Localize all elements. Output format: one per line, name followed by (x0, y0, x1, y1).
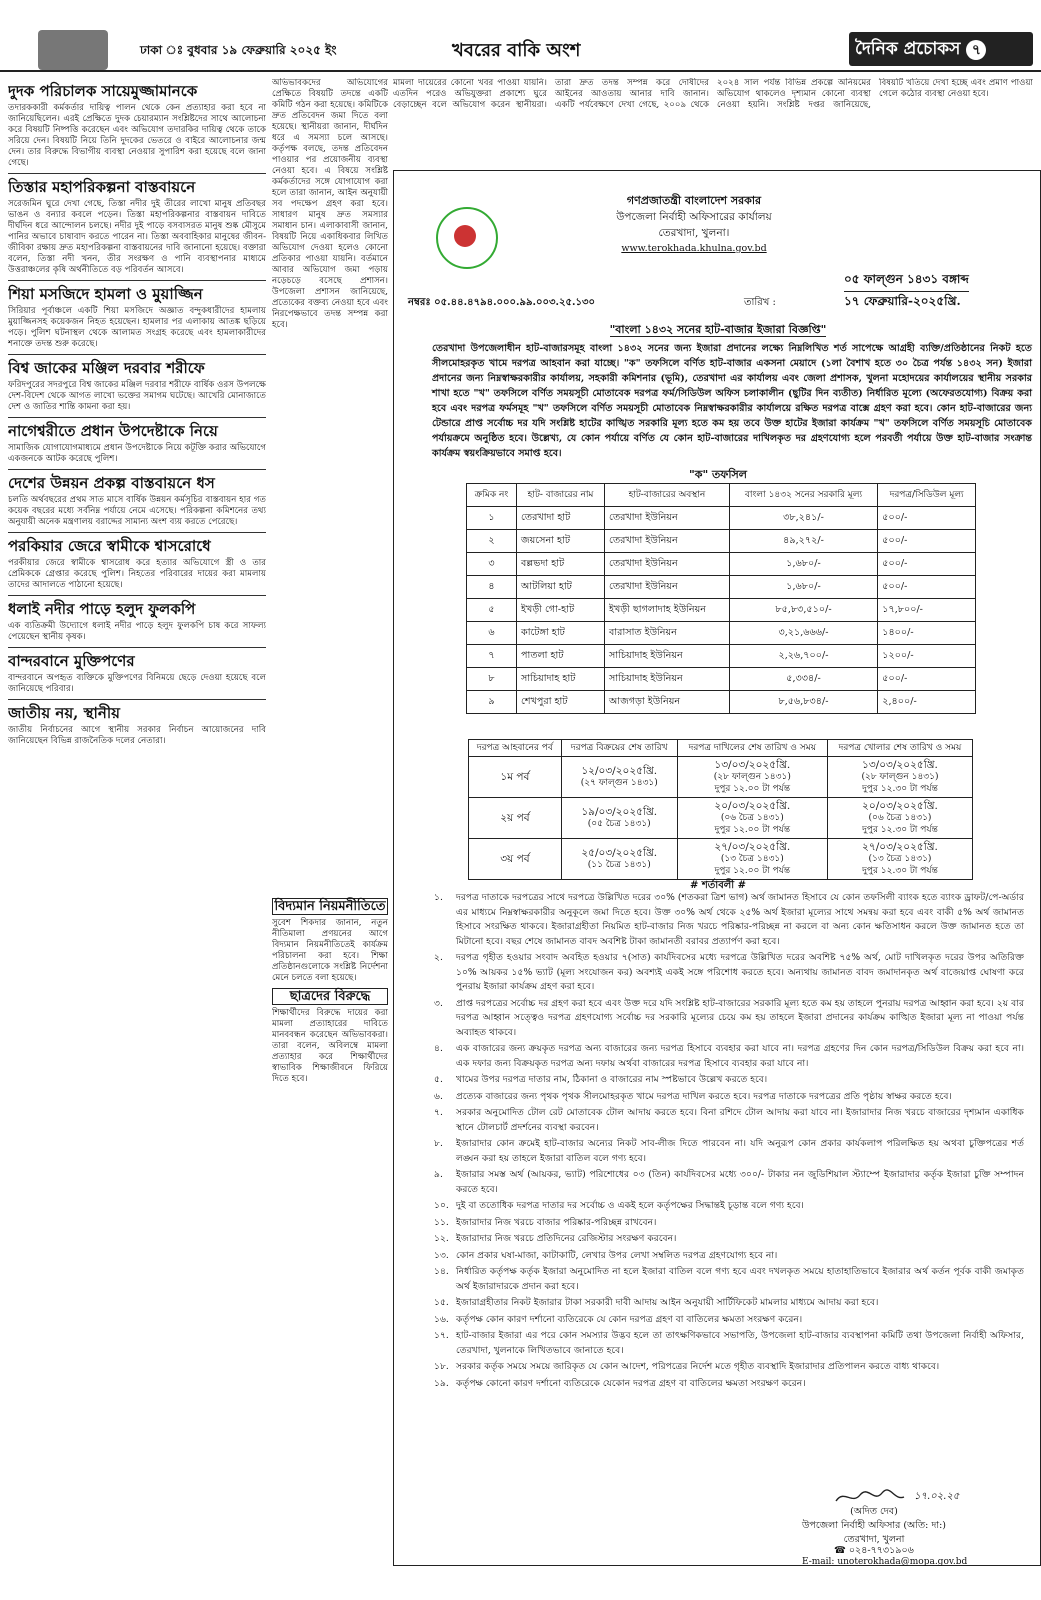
table-cell: ৫০০/- (878, 553, 976, 576)
condition-item (434, 1073, 1024, 1088)
table-cell: ৩৮,২৪১/- (729, 507, 877, 530)
condition-number: ১৬. (434, 1313, 449, 1325)
article (8, 82, 266, 169)
table-header: দরপত্র বিক্রয়ের শেষ তারিখ (561, 740, 677, 757)
conditions-list (434, 891, 1024, 1393)
article-text: জাতীয় নির্বাচনের আগে স্থানীয় সরকার নির্বাচন আয়োজনের দাবি জানিয়েছেন বিভিন্ন রাজনৈতিক দলের নেতারা। (8, 725, 266, 746)
table-cell: তেরখাদা ইউনিয়ন (605, 507, 730, 530)
page-number: ৭ (966, 40, 986, 60)
condition-number: ১৩. (434, 1249, 449, 1261)
condition-text: কর্তৃপক্ষ কোন কারণ দর্শানো ব্যতিরেকে যে কোন দরপত্র গ্রহণ বা বাতিলের ক্ষমতা সংরক্ষণ করেন। (456, 1313, 803, 1325)
table-header: হাট- বাজারের নাম (517, 484, 605, 507)
condition-number: ৬. (434, 1090, 443, 1102)
date-label: তারিখ : (744, 297, 776, 308)
condition-text: খামের উপর দরপত্র দাতার নাম, ঠিকানা ও বাজারের নাম স্পষ্টভাবে উল্লেখ করতে হবে। (456, 1074, 768, 1085)
article-text: বান্দরবানে অপহৃত ব্যক্তিকে মুক্তিপণের বিনিময়ে ছেড়ে দেওয়া হয়েছে বলে জানিয়েছে পরিবার। (8, 673, 266, 694)
table-cell: বারাসাত ইউনিয়ন (605, 622, 730, 645)
notice-date-bangla: ০৫ ফাল্গুন ১৪৩১ বঙ্গাব্দ (844, 271, 969, 292)
table-cell: ৫ (467, 599, 517, 622)
table-cell: ৫০০/- (878, 668, 976, 691)
table-row (469, 839, 973, 880)
signatory-place: তেরখাদা, খুলনা (843, 1534, 905, 1545)
table-cell: কাটেঙ্গা হাট (517, 622, 605, 645)
government-emblem-icon (436, 207, 498, 269)
table-cell: ১ম পর্ব (469, 757, 562, 798)
table-cell: ৪ (467, 576, 517, 599)
condition-number: ১৫. (434, 1297, 449, 1308)
condition-text: ইজারাগ্রহীতার নিকট ইজারার টাকা সরকারী দাবী আদায় আইন অনুযায়ী সার্টিফিকেট মামলার মাধ্যমে আদায় করা হবে। (456, 1297, 879, 1308)
table-cell: তেরখাদা ইউনিয়ন (605, 530, 730, 553)
table-cell: ৫০০/- (878, 507, 976, 530)
signature-date: ১৭.০২.২৫ (914, 1491, 960, 1502)
condition-text: দুই বা ততোধিক দরপত্র দাতার দর সর্বোচ্চ ও একই হলে কর্তৃপক্ষের সিদ্ধান্তই চূড়ান্ত বলে গণ্য হবে। (456, 1200, 804, 1211)
table-cell: ৩ (467, 553, 517, 576)
org-line: গণপ্রজাতন্ত্রী বাংলাদেশ সরকার (626, 194, 762, 207)
conditions-title: # শর্তাবলী # (690, 880, 746, 891)
condition-number: ১৮. (434, 1361, 449, 1372)
table-cell: ২০/০৩/২০২৫খ্রি. (০৬ চৈত্র ১৪৩১) দুপুর ১২.০০ টা পর্যন্ত (677, 798, 827, 839)
condition-text: সরকার অনুমোদিত টোল রেট মোতাবেক টোল আদায় করতে হবে। বিনা রশিদে টোল আদায় করা যাবে না। ইজারাদার নিজ খরচে বাজারের দৃশ্যমান একাধিক স্থানে টোলচার্ট প্রদর্শনের ব্যবস্থা করবেন। (456, 1107, 1024, 1133)
condition-number: ৭. (434, 1107, 443, 1118)
website-link[interactable]: www.terokhada.khulna.gov.bd (621, 243, 767, 254)
article-text: সরেজমিন ঘুরে দেখা গেছে, তিস্তা নদীর দুই তীরের লাখো মানুষ প্রতিবছর ভাঙন ও বন্যার কবলে পড়েন। তিস্তা মহাপরিকল্পনার বাস্তবায়ন দাবিতে দীর্ঘদিন ধরে আন্দোলন চলছে। নদীর দুই পাড়ে বসবাসরত মানুষ শুষ্ক মৌসুমে পানির অভাবে চাষাবাদ করতে পারেন না। তিস্তা অববাহিকার মানুষের জীবন-জীবিকা রক্ষায় দ্রুত মহাপরিকল্পনা বাস্তবায়নের দাবি জানানো হয়েছে। বক্তারা বলেন, তিস্তা নদী খনন, তীর সংরক্ষণ ও পানি ব্যবস্থাপনার মাধ্যমে উত্তরাঞ্চলের কৃষি অর্থনীতিতে বড় পরিবর্তন আসবে। (8, 199, 266, 275)
table-header: হাট-বাজারের অবস্থান (605, 484, 730, 507)
table-cell: ২,৪০০/- (878, 691, 976, 714)
table-cell: ৫০০/- (878, 576, 976, 599)
table-cell: ২৭/০৩/২০২৫খ্রি. (১৩ চৈত্র ১৪৩১) দুপুর ১২.০০ টা পর্যন্ত (677, 839, 827, 880)
article (8, 422, 266, 465)
article-text: এক ব্যতিক্রমী উদ্যোগে ধলাই নদীর পাড়ে হলুদ ফুলকপি চাষ করে সাফল্য পেয়েছেন স্থানীয় কৃষক। (8, 621, 266, 642)
table-cell: ৩,২১,৬৬৬/- (729, 622, 877, 645)
article-headline: শিয়া মসজিদে হামলা ও মুয়াজ্জিন (8, 285, 203, 303)
article (8, 474, 266, 528)
article-headline: বান্দরবানে মুক্তিপণের (8, 652, 135, 670)
article-headline: বিদ্যমান নিয়মনীতিতে (272, 898, 388, 915)
notice-date-english: ১৭ ফেব্রুয়ারি-২০২৫খ্রি. (844, 294, 961, 308)
memo-number: নম্বরঃ ০৫.৪৪.৪৭৯৪.০০০.৯৯.০০৩.২৫.১৩০ (408, 297, 595, 308)
table-row (467, 645, 976, 668)
table-cell: ৫,৩৩৪/- (729, 668, 877, 691)
brand-name: দৈনিক প্রচোকস (855, 39, 961, 59)
table-cell: ২য় পর্ব (469, 798, 562, 839)
notice-title (394, 321, 1041, 340)
condition-item (434, 1137, 1024, 1166)
condition-item (434, 1360, 1024, 1375)
article-text: সিরিয়ার পূর্বাঞ্চলে একটি শিয়া মসজিদে অজ্ঞাত বন্দুকধারীদের হামলায় মুয়াজ্জিনসহ কয়েকজন নিহত হয়েছেন। হামলার পর এলাকায় আতঙ্ক ছড়িয়ে পড়ে। পুলিশ ঘটনাস্থল থেকে আলামত সংগ্রহ করেছে এবং হামলাকারীদের শনাক্তে তদন্ত শুরু করেছে। (8, 306, 266, 349)
table-cell: ১৩/০৩/২০২৫খ্রি. (২৮ ফাল্গুন ১৪৩১) দুপুর ১২.৩০ টা পর্যন্ত (827, 757, 972, 798)
table-cell: ৫০০/- (878, 530, 976, 553)
condition-number: ১২. (434, 1233, 449, 1244)
condition-number: ১৪. (434, 1266, 449, 1277)
condition-item (434, 1329, 1024, 1358)
condition-item (434, 891, 1024, 949)
condition-number: ৮. (434, 1138, 443, 1149)
table-cell: ৮,৫৬,৮৩৪/- (729, 691, 877, 714)
condition-number: ১১. (434, 1216, 449, 1228)
table-cell: বল্লভদা হাট (517, 553, 605, 576)
article-headline: দুদক পরিচালক সায়েমুজ্জামানকে (8, 82, 198, 100)
table-cell: ২৫/০৩/২০২৫খ্রি. (১১ চৈত্র ১৪৩১) (561, 839, 677, 880)
condition-text: ইজারাদার নিজ খরচে প্রতিদিনের রেজিস্টার সংরক্ষণ করবেন। (456, 1233, 677, 1244)
article-headline: তিস্তার মহাপরিকল্পনা বাস্তবায়নে (8, 178, 196, 196)
table-header: বাংলা ১৪৩২ সনের সরকারি মূল্য (729, 484, 877, 507)
schedule-kha-table (468, 739, 973, 880)
table-row (467, 553, 976, 576)
article-text: তদারককারী কর্মকর্তার দায়িত্ব পালন থেকে কেন প্রত্যাহার করা হবে না জানিয়েছিলেন। এরই প্রেক্ষিতে দুদক চেয়ারম্যান সংশ্লিষ্টদের সাথে আলোচনা করে বিষয়টি নিষ্পত্তি করেছেন এবং অভিযোগ তদারকির দায়িত্ব থেকে তাকে সরিয়ে দেন। বিষয়টি নিয়ে তিনি দুদকের ভেতরে ও বাইরে আলোচনার জন্ম দেন। তার বিরুদ্ধে বিভাগীয় ব্যবস্থা নেওয়ার সুপারিশ করা হয়েছে বলে জানা গেছে। (8, 103, 266, 168)
table-header: দরপত্র দাখিলের শেষ তারিখ ও সময় (677, 740, 827, 757)
masthead-date: ঢাকা ঃ বুধবার ১৯ ফেব্রুয়ারি ২০২৫ ইং (140, 43, 337, 57)
masthead (0, 0, 1041, 72)
table-cell: সাচিয়াদাহ ইউনিয়ন (605, 668, 730, 691)
table-cell: তেরখাদা ইউনিয়ন (605, 576, 730, 599)
article-text: সামাজিক যোগাযোগমাধ্যমে প্রধান উপদেষ্টাকে নিয়ে কটূক্তি করার অভিযোগে একজনকে আটক করেছে পুলিশ। (8, 443, 266, 464)
notice-title-text: "বাংলা ১৪৩২ সনের হাট-বাজার ইজারা বিজ্ঞপ্তি" (609, 323, 827, 336)
condition-number: ১৯. (434, 1377, 449, 1389)
article-text: ফরিদপুরের সদরপুরে বিশ্ব জাকের মঞ্জিল দরবার শরীফে বার্ষিক ওরস উপলক্ষে দেশ-বিদেশ থেকে আগত লাখো ভক্তের সমাগম ঘটেছে। আখেরি মোনাজাতে দেশ ও জাতির শান্তি কামনা করা হয়। (8, 380, 266, 412)
article (8, 537, 266, 591)
table-cell: জয়সেনা হাট (517, 530, 605, 553)
condition-item (434, 1265, 1024, 1294)
table-cell: ২ (467, 530, 517, 553)
condition-item (434, 1199, 1024, 1214)
tender-notice (393, 170, 1041, 1566)
condition-text: ইজারাদার নিজ খরচে বাজার পরিষ্কার-পরিচ্ছন্ন রাখবেন। (456, 1216, 657, 1228)
condition-number: ১৭. (434, 1330, 449, 1341)
article (8, 285, 266, 350)
condition-text: কোন প্রকার ঘষা-মাজা, কাটাকাটি, লেখার উপর লেখা সম্বলিত দরপত্র গ্রহণযোগ্য হবে না। (456, 1249, 778, 1261)
table-cell: ১২/০৩/২০২৫খ্রি. (২৭ ফাল্গুন ১৪৩১) (561, 757, 677, 798)
condition-item (434, 1249, 1024, 1264)
condition-item (434, 1216, 1024, 1231)
table-cell: পাতলা হাট (517, 645, 605, 668)
condition-text: প্রাপ্ত দরপত্রের সর্বোচ্চ দর গ্রহণ করা হবে এবং উক্ত দরে যদি সংশ্লিষ্ট হাট-বাজারের সরকারি মূল্য হতে কম হয় তাহলে পুনরায় দরপত্র আহ্বান করা হবে। ২য় বার দরপত্র আহ্বান সত্ত্বেও দরপত্র গ্রহণযোগ্য সর্বোচ্চ দর সরকারি মূল্যের চেয়ে কম হয় তাহলে ইজারা প্রদানের কার্যক্রম কাঙ্খিত ইজারা মূল্য না পাওয়া পর্যন্ত অব্যাহত থাকবে। (456, 997, 1024, 1038)
condition-item (434, 1106, 1024, 1135)
condition-number: ১. (434, 892, 443, 903)
condition-number: ১০. (434, 1200, 449, 1211)
article-headline: জাতীয় নয়, স্থানীয় (8, 704, 120, 722)
signatory-name: (অদিত দেব) (850, 1506, 898, 1517)
table-cell: ১,৬৮০/- (729, 576, 877, 599)
table-cell: ১৪০০/- (878, 622, 976, 645)
condition-number: ৯. (434, 1169, 443, 1180)
org-line: তেরখাদা, খুলনা। (658, 227, 730, 239)
table-row (467, 507, 976, 530)
table-cell: ৮৫,৮৩,৫১০/- (729, 599, 877, 622)
table-cell: ১ (467, 507, 517, 530)
condition-text: সরকার কর্তৃক সময়ে সময়ে জারিকৃত যে কোন আদেশ, পরিপত্রের নির্দেশ মতে গৃহীত ব্যবস্থাদি ইজারাদার প্রতিপালন করতে বাধ্য থাকবে। (456, 1361, 940, 1372)
table-row (467, 599, 976, 622)
condition-item (434, 1232, 1024, 1247)
article-text: চলতি অর্থবছরের প্রথম সাত মাসে বার্ষিক উন্নয়ন কর্মসূচির বাস্তবায়ন হার গত কয়েক বছরের মধ্যে সর্বনিম্ন পর্যায়ে নেমে এসেছে। পরিকল্পনা কমিশনের তথ্য অনুযায়ী অনেক মন্ত্রণালয় বরাদ্দের সামান্য অংশ ব্যয় করতে পেরেছে। (8, 495, 266, 527)
table-header: দরপত্র আহবানের পর্ব (469, 740, 562, 757)
condition-number: ২. (434, 952, 443, 963)
table-cell: ১৯/০৩/২০২৫খ্রি. (০৫ চৈত্র ১৪৩১) (561, 798, 677, 839)
table-cell: ১২০০/- (878, 645, 976, 668)
table-cell: ৭ (467, 645, 517, 668)
section-title: খবরের বাকি অংশ (452, 40, 581, 61)
article-text: অভিভাবকদের অভিযোগের প্রেক্ষিতে বিষয়টি তদন্তে একটি কমিটি গঠন করা হয়েছে। কমিটিকে দ্রুত প্রতিবেদন জমা দিতে বলা হয়েছে। স্থানীয়রা জানান, দীর্ঘদিন ধরে এ সমস্যা চলে আসছে। কর্তৃপক্ষ বলছে, তদন্ত প্রতিবেদন পাওয়ার পর প্রয়োজনীয় ব্যবস্থা নেওয়া হবে। এ বিষয়ে সংশ্লিষ্ট কর্মকর্তাদের সঙ্গে যোগাযোগ করা হলে তারা জানান, আইন অনুযায়ী সব পদক্ষেপ গ্রহণ করা হবে। সাধারণ মানুষ দ্রুত সমস্যার সমাধান চান। এলাকাবাসী জানান, বিষয়টি নিয়ে একাধিকবার লিখিত অভিযোগ দেওয়া হলেও কোনো প্রতিকার পাওয়া যায়নি। বর্তমানে আবার অভিযোগ জমা পড়ায় নড়েচড়ে বসেছে প্রশাসন। উপজেলা প্রশাসন জানিয়েছে, প্রত্যেকের বক্তব্য নেওয়া হবে এবং নিরপেক্ষভাবে তদন্ত সম্পন্ন করা হবে। (272, 78, 388, 330)
condition-text: ইজারার সমস্ত অর্থ (আয়কর, ভ্যাট) পরিশোধের ০৩ (তিন) কার্যদিবসের মধ্যে ৩০০/- টাকার নন জুডিশিয়াল স্ট্যাম্পে ইজারাদার কর্তৃক ইজারা চুক্তি সম্পাদন করতে হবে। (456, 1169, 1024, 1195)
condition-item (434, 951, 1024, 995)
condition-text: ইজারাদার কোন ক্রমেই হাট-বাজার অন্যের নিকট সাব-লীজ দিতে পারবেন না। যদি অনুরূপ কোন প্রকার কার্যকলাপ পরিলক্ষিত হয় অথবা চুক্তিপত্রের শর্ত লঙ্ঘন করা হয় তাহলে ইজারা বাতিল বলে গণ্য হবে। (456, 1138, 1024, 1164)
article-headline: দেশের উন্নয়ন প্রকল্প বাস্তবায়নে ধস (8, 474, 215, 492)
table-header: ক্রমিক নং (467, 484, 517, 507)
condition-item (434, 1042, 1024, 1071)
signature-block (794, 1505, 954, 1547)
condition-item (434, 997, 1024, 1041)
condition-item (434, 1090, 1024, 1105)
table-cell: তেরখাদা হাট (517, 507, 605, 530)
condition-text: প্রত্যেক বাজারের জন্য পৃথক পৃথক সীলমোহরকৃত খামে দরপত্র দাখিল করতে হবে। দরপত্র দাতাকে দরপত্রের প্রতি পৃষ্ঠায় স্বাক্ষর করতে হবে। (456, 1090, 952, 1102)
notice-body: তেরখাদা উপজেলাধীন হাট-বাজারসমূহ বাংলা ১৪৩২ সনের জন্য ইজারা প্রদানের লক্ষ্যে নিম্নলিখিত শর্ত সাপেক্ষে আগ্রহী ব্যক্তি/প্রতিষ্ঠানের নিকট হতে সীলমোহরকৃত খামে দরপত্র আহবান করা যাচ্ছে। "ক" তফসিলে বর্ণিত হাট-বাজার একসনা মেয়াদে (১লা বৈশাখ হতে ৩০ চৈত্র পর্যন্ত ১৪৩২ সন) ইজারা প্রদানের জন্য নিম্নস্বাক্ষরকারীর কার্যালয়, সহকারী কমিশনার (ভূমি), তেরখাদা এর কার্যালয় এবং জেলা প্রশাসক, খুলনা মহোদয়ের কার্যালয়ের স্থানীয় সরকার শাখা হতে "খ" তফসিলে বর্ণিত সময়সূচী মোতাবেক দরপত্র ফর্ম/সিডিউল অফিস চলাকালীন (ছুটির দিন ব্যতীত) নির্ধারিত মূল্যে (অফেরতযোগ্য) বিক্রয় করা হবে এবং দরপত্র ফর্মসমূহ "খ" তফসিলে বর্ণিত সময়সূচী মোতাবেক নিম্নস্বাক্ষরকারীর কার্যালয়ে রক্ষিত দরপত্র বাক্সে গ্রহণ করা হবে। কোন হাট-বাজারের জন্য টেন্ডারে প্রাপ্ত সর্বোচ্চ দর যদি সংশ্লিষ্ট হাটের কাঙ্খিত সরকারি মূল্য হতে কম হয় তবে উক্ত হাটের ইজারা কার্যক্রম "খ" তফসিলে বর্ণিত সময়সূচি মোতাবেক পর্যায়ক্রমে অনুষ্ঠিত হবে। উল্লেখ্য, যে কোন পর্যায়ে বর্ণিত যে কোন হাট-বাজারের দাখিলকৃত দর গ্রহণযোগ্য হলে পরবর্তী পর্যায়ে উক্ত হাট-বাজার সংক্রান্ত কার্যক্রম স্বয়ংক্রিয়ভাবে সমাপ্ত হবে। (432, 343, 1032, 459)
article-text: সুবেশ শিকদার জানান, নতুন নীতিমালা প্রণয়নের আগে বিদ্যমান নিয়মনীতিতেই কার্যক্রম পরিচালনা করা হবে। শিক্ষা প্রতিষ্ঠানগুলোকে সংশ্লিষ্ট নির্দেশনা মেনে চলতে বলা হয়েছে। (272, 918, 388, 983)
notice-header (544, 193, 844, 257)
article (8, 652, 266, 695)
table-row (469, 757, 973, 798)
table-row (469, 798, 973, 839)
condition-number: ৪. (434, 1043, 443, 1054)
table-cell: ইখড়ী ছাগলাদাহ ইউনিয়ন (605, 599, 730, 622)
table-cell: ১,৬৮০/- (729, 553, 877, 576)
email-address[interactable]: E-mail: unoterokhada@mopa.gov.bd (802, 1557, 968, 1567)
table-header: দরপত্র খোলার শেষ তারিখ ও সময় (827, 740, 972, 757)
condition-text: কর্তৃপক্ষ কোনো কারণ দর্শানো ব্যতিরেকে যেকোন দরপত্র গ্রহণ বা বাতিলের ক্ষমতা সংরক্ষণ করেন। (456, 1377, 806, 1389)
table-cell: সাচিয়াদাহ ইউনিয়ন (605, 645, 730, 668)
condition-text: হাট-বাজার ইজারা এর পরে কোন সমস্যার উদ্ভব হলে তা তাৎক্ষণিকভাবে সভাপতি, উপজেলা হাট-বাজার ব্যবস্থাপনা কমিটি তথা উপজেলা নির্বাহী অফিসার, তেরখাদা, খুলনাকে লিখিতভাবে জানাতে হবে। (456, 1330, 1024, 1356)
article-headline: ধলাই নদীর পাড়ে হলুদ ফুলকপি (8, 600, 196, 618)
table-cell: তেরখাদা ইউনিয়ন (605, 553, 730, 576)
article-headline: নাগেশ্বরীতে প্রধান উপদেষ্টাকে নিয়ে (8, 422, 218, 440)
table-cell: ২০/০৩/২০২৫খ্রি. (০৬ চৈত্র ১৪৩১) দুপুর ১২.৩০ টা পর্যন্ত (827, 798, 972, 839)
table-cell: ৩য় পর্ব (469, 839, 562, 880)
condition-text: নির্ধারিত কর্তৃপক্ষ কর্তৃক ইজারা অনুমোদিত না হলে ইজারা বাতিল বলে গণ্য হবে এবং দখলকৃত সময়ে হাতাহাতিভাবে ইজারার অর্থ কর্তন পূর্বক বাকী জমাকৃত অর্থ ইজারাদারকে প্রদান করা হবে। (456, 1266, 1024, 1292)
schedule-ka-table (466, 483, 976, 714)
org-line: উপজেলা নির্বাহী অফিসারের কার্যালয় (616, 211, 772, 223)
masthead-logo (38, 30, 108, 70)
article-text: পরকীয়ার জেরে স্বামীকে শ্বাসরোধ করে হত্যার অভিযোগে স্ত্রী ও তার প্রেমিককে গ্রেপ্তার করেছে পুলিশ। নিহতের পরিবারের দায়ের করা মামলায় তাদের আদালতে পাঠানো হয়েছে। (8, 558, 266, 590)
article (8, 704, 266, 747)
table-cell: ২৭/০৩/২০২৫খ্রি. (১৩ চৈত্র ১৪৩১) দুপুর ১২.৩০ টা পর্যন্ত (827, 839, 972, 880)
table-cell: শেখপুরা হাট (517, 691, 605, 714)
condition-number: ৫. (434, 1074, 443, 1085)
article-headline: বিশ্ব জাকের মঞ্জিল দরবার শরীফে (8, 359, 205, 377)
table-cell: ৯ (467, 691, 517, 714)
condition-item (434, 1168, 1024, 1197)
newspaper-brand (849, 32, 1033, 66)
table-cell: ৮ (467, 668, 517, 691)
article (8, 359, 266, 413)
top-article (393, 78, 1033, 164)
table-cell: ১৩/০৩/২০২৫খ্রি. (২৮ ফাল্গুন ১৪৩১) দুপুর ১২.০০ টা পর্যন্ত (677, 757, 827, 798)
schedule-ka-caption: "ক" তফসিল (689, 468, 747, 481)
condition-item (434, 1377, 1024, 1392)
table-cell: সাচিয়াদাহ হাট (517, 668, 605, 691)
table-row (467, 622, 976, 645)
article-headline: ছাত্রদের বিরুদ্ধে (272, 988, 388, 1005)
table-cell: ইখড়ী গো-হাট (517, 599, 605, 622)
table-cell: ৬ (467, 622, 517, 645)
condition-number: ৩. (434, 997, 443, 1009)
signatory-title: উপজেলা নির্বাহী অফিসার (অতি: দা:) (802, 1520, 946, 1531)
table-row (467, 530, 976, 553)
table-cell: ৪৯,২৭২/- (729, 530, 877, 553)
table-cell: ১৭,৮০০/- (878, 599, 976, 622)
middle-column (272, 78, 388, 1593)
left-column (8, 78, 266, 1593)
table-cell: আটলিয়া হাট (517, 576, 605, 599)
condition-text: এক বাজারের জন্য ক্রয়কৃত দরপত্র অন্য বাজারের জন্য দরপত্র হিসাবে ব্যবহার করা যাবে না। দরপত্র গ্রহণের দিন কোন দরপত্র/সিডিউল বিক্রয় করা হবে না। এক দফার জন্য বিক্রয়কৃত দরপত্র অন্য দফায় অর্থবা বাজারের দরপত্র হিসাবে ব্যবহার করা যাবে না। (456, 1043, 1024, 1069)
condition-item (434, 1296, 1024, 1311)
article-headline: পরকিয়ার জেরে স্বামীকে শ্বাসরোধে (8, 537, 211, 555)
condition-text: দরপত্র দাতাকে দরপত্রের সাথে দরপত্রে উল্লিখিত দরের ৩০% (শতকরা ত্রিশ ভাগ) অর্থ জামানত হিসাবে যে কোন তফসিলী ব্যাংক হতে ব্যাংক ড্রাফট/পে-অর্ডার এর মাধ্যমে নিম্নস্বাক্ষরকারীর অনুকূলে জমা দিতে হবে। উক্ত ৩০% অর্থ থেকে ২৫% অর্থ ইজারা মূল্যের সাথে সমন্বয় করা হবে এবং বাকী ৫% অর্থ জামানত হিসাবে সংরক্ষিত থাকবে। ইজারাগ্রহীতা নিয়মিত হাট-বাজার নিজ খরচে পরিষ্কার-পরিচ্ছন্ন না করলে বা অন্য কোন ক্ষতিসাধন করলে উক্ত জামানত হতে তা মিটানো হবে। বছর শেষে জামানত বাবদ অবশিষ্ট টাকা জামানতী বরাবর প্রত্যার্পণ করা হবে। (456, 892, 1024, 947)
phone-number: ☎ ০২৪-৭৭৩১৯০৬ (834, 1545, 914, 1556)
article-text: শিক্ষার্থীদের বিরুদ্ধে দায়ের করা মামলা প্রত্যাহারের দাবিতে মানববন্ধন করেছেন অভিভাবকরা। তারা বলেন, অবিলম্বে মামলা প্রত্যাহার করে শিক্ষার্থীদের স্বাভাবিক শিক্ষাজীবনে ফিরিয়ে দিতে হবে। (272, 1008, 388, 1084)
table-row (467, 668, 976, 691)
article-text: মামলা দায়েরের কোনো খবর পাওয়া যায়নি। এতদিন পরেও অভিযুক্তরা প্রকাশ্যে ঘুরে বেড়াচ্ছেন বলে অভিযোগ করেন স্থানীয়রা। তারা দ্রুত তদন্ত সম্পন্ন করে দোষীদের আইনের আওতায় আনার দাবি জানান। একটি পর্যবেক্ষণে দেখা গেছে, ২০০৯ থেকে ২০২৪ সাল পর্যন্ত বিভিন্ন প্রকল্পে অনিয়মের অভিযোগ থাকলেও দৃশ্যমান কোনো ব্যবস্থা নেওয়া হয়নি। সংশ্লিষ্ট দপ্তর জানিয়েছে, বিষয়টি খতিয়ে দেখা হচ্ছে এবং প্রমাণ পাওয়া গেলে কঠোর ব্যবস্থা নেওয়া হবে। (393, 78, 1033, 110)
table-cell: ২,২৬,৭০০/- (729, 645, 877, 668)
article (8, 178, 266, 276)
article (8, 600, 266, 643)
table-row (467, 576, 976, 599)
table-header: দরপত্র/সিডিউল মূল্য (878, 484, 976, 507)
table-cell: আজগড়া ইউনিয়ন (605, 691, 730, 714)
condition-text: দরপত্র গৃহীত হওয়ার সংবাদ অবহিত হওয়ার ৭(সাত) কার্যদিবসের মধ্যে দরপত্রে উল্লিখিত দরের অবশিষ্ট ৭৫% অর্থ, মোট দাখিলকৃত দরের উপর অতিরিক্ত ১০% আয়কর ১৫% ভ্যাট (মূল্য সংযোজন কর) অবশ্যই একই সঙ্গে পরিশোধ করতে হবে। অন্যথায় জামানত বাবদ জমাদানকৃত অর্থ বাজেয়াপ্ত ঘোষণা করে পুনরায় ইজারা কার্যক্রম গ্রহণ করা হবে। (456, 952, 1024, 992)
condition-item (434, 1313, 1024, 1328)
table-row (467, 691, 976, 714)
